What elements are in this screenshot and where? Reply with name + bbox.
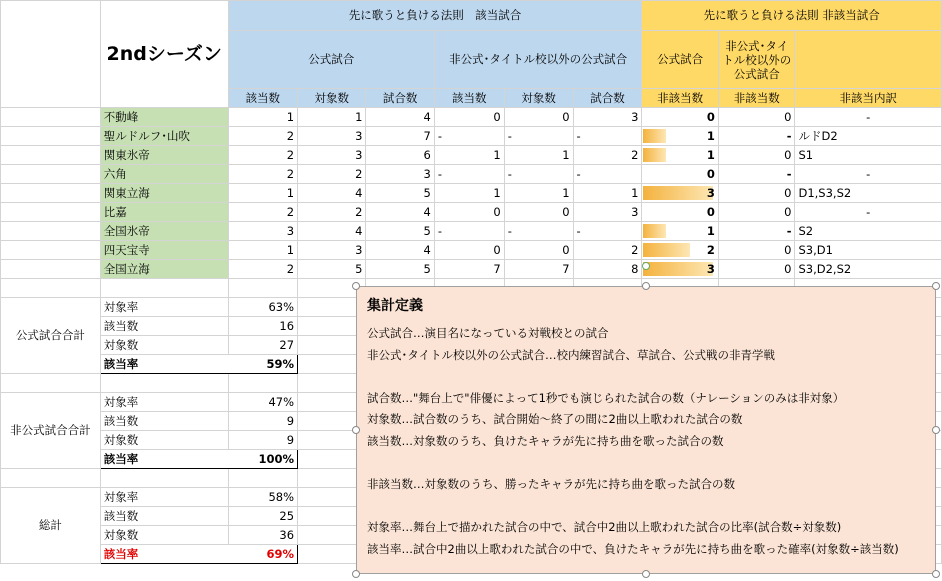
blank-cell[interactable] — [1, 146, 101, 165]
value-text: 1 — [706, 147, 715, 162]
column-header[interactable]: 非該当内訳 — [795, 89, 942, 108]
value-cell[interactable]: 4 — [298, 184, 366, 203]
summary-value[interactable]: 63% — [228, 298, 297, 317]
value-cell[interactable]: 7 — [366, 127, 434, 146]
value-cell[interactable]: - — [504, 127, 573, 146]
school-name[interactable]: 聖ルドルフ･山吹 — [100, 127, 228, 146]
value-cell[interactable]: 2 — [573, 241, 642, 260]
resize-handle[interactable] — [642, 570, 650, 578]
school-name[interactable]: 六角 — [100, 165, 228, 184]
value-cell[interactable]: 3 — [573, 203, 642, 222]
value-cell[interactable]: 1 — [504, 146, 573, 165]
rotate-handle[interactable] — [642, 262, 650, 270]
school-name[interactable]: 四天宝寺 — [100, 241, 228, 260]
value-cell[interactable]: 7 — [434, 260, 504, 279]
season-title[interactable]: 2ndシーズン — [100, 1, 228, 108]
value-text: 1 — [706, 128, 715, 143]
value-cell[interactable]: 0 — [504, 203, 573, 222]
value-cell[interactable] — [642, 127, 719, 146]
value-cell[interactable]: 3 — [298, 146, 366, 165]
breakdown-cell[interactable]: D1,S3,S2 — [795, 184, 942, 203]
column-header[interactable]: 該当数 — [228, 89, 297, 108]
header-unofficial[interactable]: 非公式･タイトル校以外の公式試合 — [434, 31, 642, 89]
summary-label[interactable]: 対象数 — [100, 336, 228, 355]
databar — [643, 148, 666, 162]
definition-line — [367, 453, 925, 475]
value-cell[interactable] — [642, 260, 719, 279]
value-cell[interactable]: 1 — [298, 108, 366, 127]
column-header[interactable]: 該当数 — [434, 89, 504, 108]
summary-label[interactable]: 対象数 — [100, 431, 228, 450]
resize-handle[interactable] — [932, 282, 940, 290]
summary-value[interactable]: 47% — [228, 393, 297, 412]
value-cell[interactable]: - — [718, 127, 795, 146]
header-unofficial-nonhit[interactable]: 非公式･タイトル校以外の公式試合 — [718, 31, 795, 89]
value-cell[interactable]: 1 — [434, 146, 504, 165]
column-header[interactable]: 対象数 — [504, 89, 573, 108]
blank-cell[interactable] — [1, 184, 101, 203]
summary-label[interactable]: 対象率 — [100, 488, 228, 507]
value-cell[interactable]: 4 — [366, 241, 434, 260]
value-cell[interactable]: 2 — [298, 165, 366, 184]
blank-cell[interactable] — [100, 469, 228, 488]
summary-label[interactable]: 該当数 — [100, 507, 228, 526]
value-cell[interactable]: 0 — [718, 203, 795, 222]
summary-value[interactable]: 58% — [228, 488, 297, 507]
blank-cell[interactable] — [1, 108, 101, 127]
header-breakdown-blank[interactable] — [795, 31, 942, 89]
column-header[interactable]: 非該当数 — [642, 89, 719, 108]
value-cell[interactable]: 2 — [228, 203, 297, 222]
value-cell[interactable]: - — [718, 222, 795, 241]
breakdown-cell[interactable]: - — [795, 165, 942, 184]
header-official[interactable]: 公式試合 — [228, 31, 434, 89]
blank-cell[interactable] — [1, 203, 101, 222]
column-header[interactable]: 試合数 — [573, 89, 642, 108]
definition-line: 非該当数…対象数のうち、勝ったキャラが先に持ち曲を歌った試合の数 — [367, 477, 735, 492]
value-cell[interactable]: 1 — [504, 184, 573, 203]
value-cell[interactable]: 8 — [573, 260, 642, 279]
value-cell[interactable]: 5 — [366, 222, 434, 241]
value-cell[interactable]: 5 — [366, 184, 434, 203]
definitions-title: 集計定義 — [367, 298, 423, 314]
school-name[interactable]: 不動峰 — [100, 108, 228, 127]
databar — [643, 224, 666, 238]
value-cell[interactable] — [642, 241, 719, 260]
resize-handle[interactable] — [352, 426, 360, 434]
definition-line: 試合数…"舞台上で"俳優によって1秒でも演じられた試合の数（ナレーションのみは非対象） — [367, 390, 845, 405]
summary-group-label[interactable]: 公式試合合計 — [1, 298, 101, 374]
column-header[interactable]: 試合数 — [366, 89, 434, 108]
value-cell[interactable]: 2 — [228, 165, 297, 184]
rate-value[interactable]: 100% — [228, 450, 297, 469]
definitions-textbox[interactable] — [356, 286, 936, 574]
databar — [643, 243, 690, 257]
value-cell[interactable] — [642, 184, 719, 203]
column-header[interactable]: 非該当数 — [718, 89, 795, 108]
value-cell[interactable]: 1 — [228, 184, 297, 203]
resize-handle[interactable] — [932, 570, 940, 578]
blank-cell[interactable] — [228, 374, 297, 393]
breakdown-cell[interactable]: - — [795, 108, 942, 127]
header-official-nonhit[interactable]: 公式試合 — [642, 31, 719, 89]
summary-group-label[interactable]: 総計 — [1, 488, 101, 564]
definition-line — [367, 496, 925, 518]
value-text: 0 — [706, 204, 715, 219]
value-cell[interactable] — [642, 108, 719, 127]
databar — [643, 262, 713, 276]
value-cell[interactable]: 3 — [298, 127, 366, 146]
breakdown-cell[interactable]: S3,D1 — [795, 241, 942, 260]
school-name[interactable]: 関東氷帝 — [100, 146, 228, 165]
school-name[interactable]: 関東立海 — [100, 184, 228, 203]
value-cell[interactable]: 3 — [228, 222, 297, 241]
summary-value[interactable]: 9 — [228, 431, 297, 450]
summary-label[interactable]: 該当数 — [100, 412, 228, 431]
school-name[interactable]: 全国氷帝 — [100, 222, 228, 241]
value-cell[interactable]: - — [504, 165, 573, 184]
summary-value[interactable]: 27 — [228, 336, 297, 355]
value-cell[interactable]: 4 — [298, 222, 366, 241]
rate-label[interactable]: 該当率 — [100, 355, 228, 374]
value-cell[interactable]: 0 — [504, 241, 573, 260]
breakdown-cell[interactable]: S2 — [795, 222, 942, 241]
blank-cell[interactable] — [1, 127, 101, 146]
breakdown-cell[interactable]: - — [795, 203, 942, 222]
resize-handle[interactable] — [932, 426, 940, 434]
value-cell[interactable]: - — [573, 127, 642, 146]
summary-value[interactable]: 25 — [228, 507, 297, 526]
group-header-hit[interactable]: 先に歌うと負ける法則 該当試合 — [228, 1, 642, 31]
blank-cell[interactable] — [1, 260, 101, 279]
summary-label[interactable]: 対象率 — [100, 298, 228, 317]
value-cell[interactable]: 1 — [573, 184, 642, 203]
column-header[interactable]: 対象数 — [298, 89, 366, 108]
blank-cell[interactable] — [100, 374, 228, 393]
definition-line: 公式試合…演目名になっている対戦校との試合 — [367, 326, 609, 340]
value-cell[interactable]: 0 — [718, 184, 795, 203]
value-cell[interactable] — [642, 203, 719, 222]
value-text: 3 — [706, 261, 715, 276]
value-text: 1 — [706, 223, 715, 238]
value-cell[interactable]: 1 — [434, 184, 504, 203]
value-cell[interactable]: 0 — [718, 241, 795, 260]
rate-value[interactable]: 69% — [228, 545, 297, 564]
value-text: 0 — [706, 166, 715, 181]
breakdown-cell[interactable]: ルドD2 — [795, 127, 942, 146]
value-cell[interactable]: 1 — [228, 108, 297, 127]
blank-cell[interactable] — [228, 279, 297, 298]
value-cell[interactable]: 0 — [718, 260, 795, 279]
value-cell[interactable]: 0 — [434, 203, 504, 222]
value-cell[interactable]: 2 — [298, 203, 366, 222]
definition-line: 該当率…試合中2曲以上歌われた試合の中で、負けたキャラが先に持ち曲を歌った確率(対象数÷該当数) — [367, 541, 899, 556]
group-header-nonhit[interactable]: 先に歌うと負ける法則 非該当試合 — [642, 1, 942, 31]
value-text: 2 — [706, 242, 715, 257]
value-cell[interactable]: 4 — [366, 203, 434, 222]
definition-line: 対象率…舞台上で描かれた試合の中で、試合中2曲以上歌われた試合の比率(試合数÷対象数) — [367, 520, 842, 535]
blank-cell[interactable] — [100, 279, 228, 298]
value-cell[interactable]: - — [434, 222, 504, 241]
blank-cell[interactable] — [228, 469, 297, 488]
value-cell[interactable]: 3 — [366, 165, 434, 184]
resize-handle[interactable] — [642, 282, 650, 290]
summary-group-label[interactable]: 非公式試合合計 — [1, 393, 101, 469]
value-cell[interactable]: 5 — [298, 260, 366, 279]
value-cell[interactable]: 7 — [504, 260, 573, 279]
summary-label[interactable]: 該当数 — [100, 317, 228, 336]
summary-value[interactable]: 9 — [228, 412, 297, 431]
blank-cell[interactable] — [1, 469, 101, 488]
value-cell[interactable] — [642, 222, 719, 241]
value-text: 3 — [706, 185, 715, 200]
value-cell[interactable]: 6 — [366, 146, 434, 165]
value-cell[interactable] — [642, 146, 719, 165]
blank-cell[interactable] — [1, 374, 101, 393]
value-cell[interactable]: 3 — [298, 241, 366, 260]
value-cell[interactable]: 0 — [718, 108, 795, 127]
value-cell[interactable]: - — [573, 222, 642, 241]
resize-handle[interactable] — [352, 282, 360, 290]
school-name[interactable]: 比嘉 — [100, 203, 228, 222]
databar — [643, 186, 713, 200]
value-cell[interactable]: 0 — [434, 241, 504, 260]
summary-label[interactable]: 対象数 — [100, 526, 228, 545]
blank-cell[interactable] — [1, 222, 101, 241]
value-cell[interactable]: 1 — [228, 241, 297, 260]
value-cell[interactable]: - — [573, 165, 642, 184]
definitions-lines — [367, 323, 925, 561]
summary-label[interactable]: 対象率 — [100, 393, 228, 412]
value-text: 0 — [706, 109, 715, 124]
value-cell[interactable]: - — [434, 127, 504, 146]
value-cell[interactable] — [642, 165, 719, 184]
blank-cell[interactable] — [1, 165, 101, 184]
value-cell[interactable]: 0 — [434, 108, 504, 127]
value-cell[interactable]: 2 — [573, 146, 642, 165]
value-cell[interactable]: 0 — [504, 108, 573, 127]
resize-handle[interactable] — [352, 570, 360, 578]
value-cell[interactable]: - — [504, 222, 573, 241]
definition-line: 該当数…対象数のうち、負けたキャラが先に持ち曲を歌った試合の数 — [367, 433, 724, 448]
value-cell[interactable]: 4 — [366, 108, 434, 127]
summary-value[interactable]: 36 — [228, 526, 297, 545]
value-cell[interactable]: 5 — [366, 260, 434, 279]
value-cell[interactable]: 0 — [718, 146, 795, 165]
blank-cell[interactable] — [1, 241, 101, 260]
definition-line — [367, 366, 925, 388]
value-cell[interactable]: 2 — [228, 260, 297, 279]
databar — [643, 129, 666, 143]
blank-cell[interactable] — [1, 279, 101, 298]
value-cell[interactable]: - — [434, 165, 504, 184]
blank-cell[interactable] — [1, 1, 101, 108]
value-cell[interactable]: - — [718, 165, 795, 184]
breakdown-cell[interactable]: S3,D2,S2 — [795, 260, 942, 279]
rate-label[interactable]: 該当率 — [100, 545, 228, 564]
summary-value[interactable]: 16 — [228, 317, 297, 336]
breakdown-cell[interactable]: S1 — [795, 146, 942, 165]
school-name[interactable]: 全国立海 — [100, 260, 228, 279]
rate-label[interactable]: 該当率 — [100, 450, 228, 469]
value-cell[interactable]: 2 — [228, 146, 297, 165]
rate-value[interactable]: 59% — [228, 355, 297, 374]
definition-line: 対象数…試合数のうち、試合開始～終了の間に2曲以上歌われた試合の数 — [367, 412, 743, 427]
definition-line: 非公式･タイトル校以外の公式試合…校内練習試合、草試合、公式戦の非青学戦 — [367, 347, 776, 362]
value-cell[interactable]: 3 — [573, 108, 642, 127]
value-cell[interactable]: 2 — [228, 127, 297, 146]
